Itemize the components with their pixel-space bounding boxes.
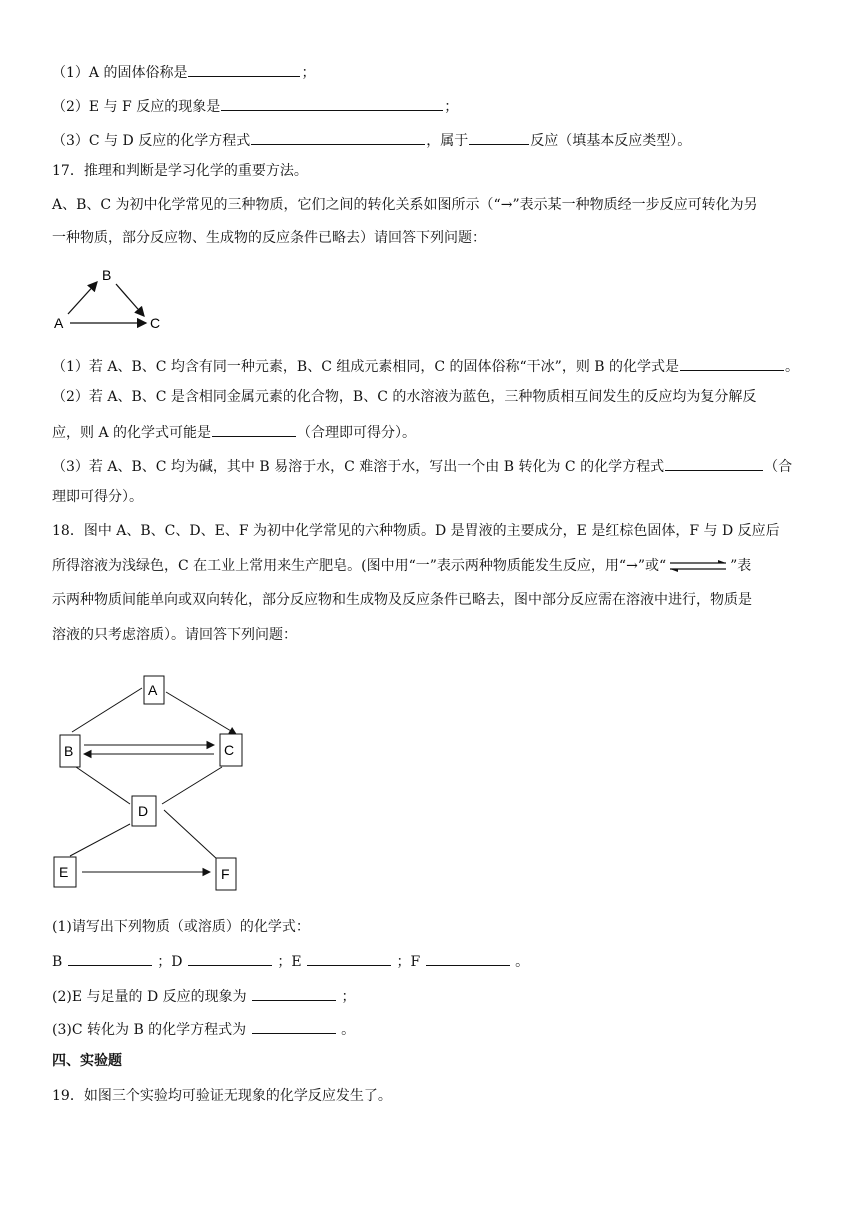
answer-blank[interactable] — [221, 95, 443, 111]
q16-sub2: （2）E 与 F 反应的现象是 ； — [52, 95, 458, 117]
q17-sub1: （1）若 A、B、C 均含有同一种元素，B、C 组成元素相同，C 的固体俗称“干冰”，则 B 的化学式是 。 — [52, 355, 799, 377]
q17-sub2-line1: （2）若 A、B、C 是含相同金属元素的化合物，B、C 的水溶液为蓝色，三种物质相互间发生的反应均为复分解反 — [52, 389, 757, 405]
answer-blank-e[interactable] — [307, 950, 391, 966]
answer-blank[interactable] — [251, 129, 425, 145]
line-d-e — [70, 824, 130, 856]
node-a-label: A — [148, 682, 158, 698]
line-c-d — [162, 767, 222, 804]
q17-triangle-diagram — [50, 262, 170, 336]
q16-sub3: （3）C 与 D 反应的化学方程式 ，属于 反应（填基本反应类型）。 — [52, 129, 691, 151]
q16-sub1: （1）A 的固体俗称是 ； — [52, 61, 315, 83]
q18-sub1: (1)请写出下列物质（或溶质）的化学式： — [52, 919, 310, 935]
q18-relationship-diagram — [50, 668, 250, 894]
answer-blank[interactable] — [252, 1018, 336, 1034]
q18-sub1-blanks: B ；D ；E ；F 。 — [52, 950, 529, 972]
q17-title: 17．推理和判断是学习化学的重要方法。 — [52, 163, 308, 179]
arrow-a-to-b — [68, 282, 97, 314]
q18-intro-line1: 18．图中 A、B、C、D、E、F 为初中化学常见的六种物质。D 是胃液的主要成分，E 是红棕色固体，F 与 D 反应后 — [52, 523, 780, 539]
node-b-label: B — [64, 743, 74, 759]
answer-blank[interactable] — [469, 129, 529, 145]
double-arrow-icon — [666, 559, 730, 573]
answer-blank-f[interactable] — [426, 950, 510, 966]
arrow-b-to-c — [116, 284, 144, 316]
q18-intro-line4: 溶液的只考虑溶质）。请回答下列问题： — [52, 627, 297, 643]
q17-intro-line1: A、B、C 为初中化学常见的三种物质，它们之间的转化关系如图所示（“→”表示某一种物质经一步反应可转化为另 — [52, 197, 758, 213]
node-c-label: C — [224, 742, 235, 758]
answer-blank[interactable] — [252, 985, 336, 1001]
q18-sub3: (3)C 转化为 B 的化学方程式为 。 — [52, 1018, 355, 1040]
q18-intro-line3: 示两种物质间能单向或双向转化，部分反应物和生成物及反应条件已略去，图中部分反应需在溶液中进行，物质是 — [52, 592, 752, 608]
q17-intro-line2: 一种物质，部分反应物、生成物的反应条件已略去）请回答下列问题： — [52, 230, 486, 246]
node-d-label: D — [138, 803, 149, 819]
q17-sub3-line1: （3）若 A、B、C 均为碱，其中 B 易溶于水，C 难溶于水，写出一个由 B 转化为 C 的化学方程式 （合 — [52, 455, 792, 477]
answer-blank[interactable] — [680, 355, 784, 371]
q17-sub3-line2: 理即可得分）。 — [52, 489, 143, 505]
answer-blank-b[interactable] — [68, 950, 152, 966]
q17-node-b: B — [102, 267, 112, 283]
line-a-b — [72, 688, 142, 732]
answer-blank[interactable] — [212, 421, 296, 437]
section-heading: 四、实验题 — [52, 1053, 122, 1069]
q19-title: 19．如图三个实验均可验证无现象的化学反应发生了。 — [52, 1088, 392, 1104]
node-e-label: E — [59, 864, 69, 880]
line-d-f — [164, 810, 218, 860]
node-f-label: F — [221, 866, 230, 882]
answer-blank-d[interactable] — [188, 950, 272, 966]
q18-sub2: (2)E 与足量的 D 反应的现象为 ； — [52, 985, 356, 1007]
answer-blank[interactable] — [665, 455, 763, 471]
q17-sub2-line2: 应，则 A 的化学式可能是 （合理即可得分）。 — [52, 421, 416, 443]
arrow-a-to-c — [166, 692, 236, 734]
q17-node-c: C — [150, 315, 161, 331]
q18-intro-line2: 所得溶液为浅绿色，C 在工业上常用来生产肥皂。(图中用“一”表示两种物质能发生反应，用“→”或“ ”表 — [52, 558, 752, 574]
line-b-d — [76, 767, 130, 804]
answer-blank[interactable] — [188, 61, 300, 77]
q17-node-a: A — [54, 315, 64, 331]
